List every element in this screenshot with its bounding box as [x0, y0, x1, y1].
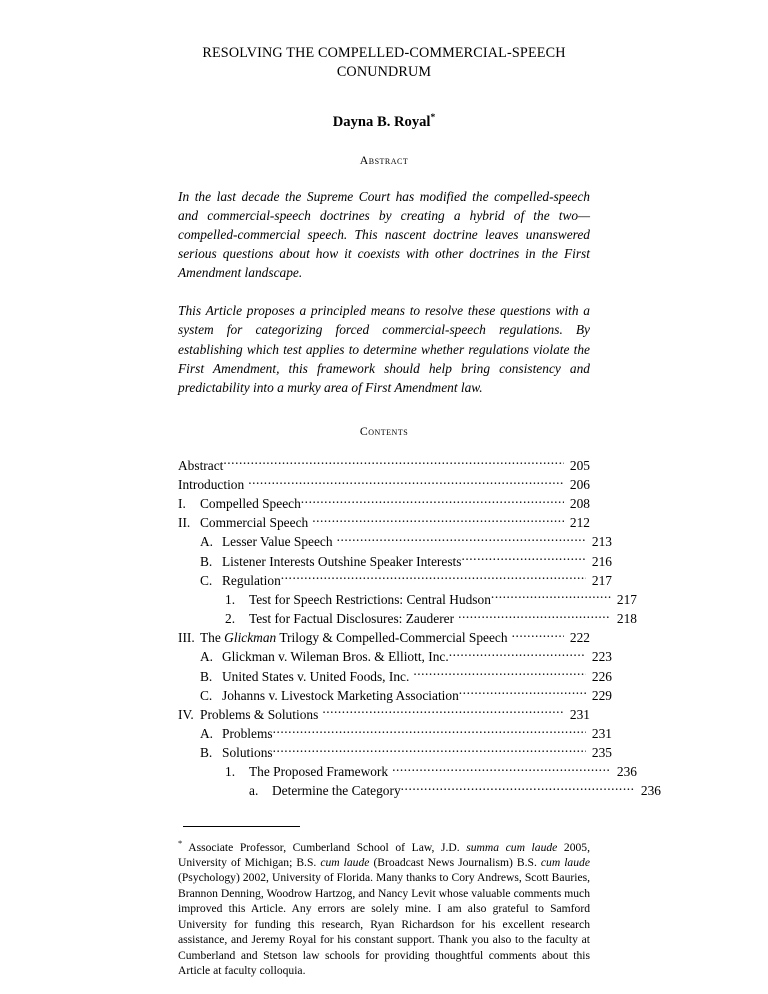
toc-entry-label: The Proposed Framework [249, 764, 389, 780]
toc-entry-page-number: 217 [616, 591, 637, 607]
toc-entry-number: 2. [225, 611, 236, 627]
toc-entry-label: Commercial Speech [200, 515, 309, 531]
toc-entry-label: Determine the Category [272, 783, 401, 799]
toc-entry-label: Test for Factual Disclosures: Zauderer [249, 611, 455, 627]
toc-entry-label: Lesser Value Speech [222, 534, 333, 550]
toc-entry-number: III. [178, 630, 195, 646]
toc-entry-label: United States v. United Foods, Inc. [222, 668, 410, 684]
toc-leader-dots [461, 552, 586, 565]
toc-entry-number: 1. [225, 764, 236, 780]
toc-entry-page-number: 218 [616, 611, 637, 627]
toc-entry-page-number: 217 [591, 572, 612, 588]
toc-entry-label: Regulation [222, 572, 281, 588]
footnote-area [178, 826, 590, 979]
toc-leader-dots [459, 686, 586, 699]
toc-entry[interactable] [178, 513, 590, 532]
toc-entry[interactable] [178, 705, 590, 724]
toc-entry[interactable] [178, 532, 612, 551]
footnote-text-italic-run: cum laude [320, 855, 370, 869]
toc-entry-label: Introduction [178, 476, 245, 492]
contents-heading: Contents [359, 423, 409, 438]
footnote-text-run: Associate Professor, Cumberland School of Law, J.D. [188, 840, 467, 854]
toc-entry[interactable] [178, 494, 590, 513]
toc-leader-dots [248, 476, 564, 489]
footnote-text-italic-run: summa cum laude [466, 840, 558, 854]
table-of-contents [178, 456, 661, 801]
toc-entry-label: Compelled Speech [200, 496, 301, 512]
toc-entry-number: 1. [225, 591, 236, 607]
toc-entry-number: A. [200, 534, 214, 550]
toc-entry-page-number: 231 [591, 725, 612, 741]
toc-entry-label: Solutions [222, 745, 273, 761]
toc-entry-label: Listener Interests Outshine Speaker Interests [222, 553, 462, 569]
toc-entry-page-number: 206 [569, 476, 590, 492]
toc-entry-label: The Glickman Trilogy & Compelled-Commercial Speech [200, 630, 508, 646]
toc-leader-dots [301, 495, 564, 508]
toc-leader-dots [413, 667, 586, 680]
author-footnote-marker: * [430, 113, 436, 123]
toc-entry-page-number: 208 [569, 496, 590, 512]
author-footnote-text [178, 836, 590, 979]
toc-entry-label-italic: Glickman [224, 630, 277, 646]
toc-entry-label: Glickman v. Wileman Bros. & Elliott, Inc. [222, 649, 449, 665]
toc-entry-page-number: 229 [591, 687, 612, 703]
toc-entry[interactable] [178, 743, 612, 762]
footnote-separator-rule [183, 826, 300, 827]
toc-entry-number: II. [178, 515, 191, 531]
toc-entry[interactable] [178, 686, 612, 705]
toc-entry-page-number: 226 [591, 668, 612, 684]
toc-leader-dots [223, 456, 564, 469]
abstract-heading: Abstract [359, 152, 409, 167]
toc-entry-page-number: 205 [569, 457, 590, 473]
footnote-text-run: (Broadcast News Journalism) B.S. [369, 855, 541, 869]
toc-entry-number: C. [200, 572, 213, 588]
toc-entry-number: I. [178, 496, 186, 512]
abstract-paragraph-1: In the last decade the Supreme Court has modified the compelled-speech and commercial-speech doctrines by creating a hybrid of the two—compelled-commercial speech. This nascent doctrine leaves unanswered serious questions about how it coexists with other doctrines in the First Amendment landscape. [178, 188, 590, 281]
author-name: Dayna B. Royal [332, 113, 431, 130]
footnote-text-run: (Psychology) 2002, University of Florida. Many thanks to Cory Andrews, Scott Bauries, Brannon Denning, Woodrow Hartzog, and Nancy Levit whose valuable comments much improved this Article. Any errors are solely mine. I am also grateful to Samford University for funding this research, Ryan Richardson for his excellent research assistance, and Jeremy Royal for his constant support. Thank you also to the faculty at Cumberland and Stetson law schools for providing thoughtful comments about this Article at faculty colloquia. [178, 871, 590, 978]
toc-entry[interactable] [178, 724, 612, 743]
toc-entry-number: a. [249, 783, 259, 799]
toc-entry-page-number: 236 [616, 764, 637, 780]
toc-entry[interactable] [178, 762, 637, 781]
toc-leader-dots [337, 533, 586, 546]
toc-entry-page-number: 223 [591, 649, 612, 665]
toc-entry-label: Problems [222, 725, 273, 741]
toc-entry-number: A. [200, 725, 214, 741]
toc-entry-label: Test for Speech Restrictions: Central Hudson [249, 591, 491, 607]
toc-leader-dots [273, 744, 586, 757]
toc-entry-label: Problems & Solutions [200, 706, 319, 722]
article-title [178, 44, 590, 82]
article-title-line-2: CONUNDRUM [336, 64, 432, 80]
toc-leader-dots [281, 571, 586, 584]
article-title-line-1: RESOLVING THE COMPELLED-COMMERCIAL-SPEECH [202, 45, 566, 61]
footnote-marker: * [178, 837, 183, 848]
toc-entry[interactable] [178, 590, 637, 609]
toc-entry-label: Abstract [178, 457, 224, 473]
toc-entry-number: C. [200, 687, 213, 703]
footnote-text-run: 2005, University of Michigan; B.S. [178, 840, 590, 869]
toc-entry-page-number: 236 [640, 783, 661, 799]
toc-leader-dots [312, 514, 564, 527]
footnote-text-italic-run: cum laude [540, 855, 590, 869]
toc-leader-dots [512, 629, 564, 642]
toc-leader-dots [401, 782, 635, 795]
toc-leader-dots [458, 610, 611, 623]
toc-leader-dots [449, 648, 586, 661]
toc-entry-number: B. [200, 553, 213, 569]
author-byline [178, 109, 590, 131]
toc-entry-number: A. [200, 649, 214, 665]
toc-entry-page-number: 216 [591, 553, 612, 569]
toc-entry-number: B. [200, 745, 213, 761]
toc-entry[interactable] [178, 552, 612, 571]
toc-leader-dots [491, 591, 611, 604]
toc-leader-dots [322, 705, 564, 718]
toc-leader-dots [273, 725, 586, 738]
abstract-paragraph-2: This Article proposes a principled means to resolve these questions with a system for categorizing forced commercial-speech regulations. By establishing which test applies to determine whether regulations violate the First Amendment, this framework should help bring consistency and predictability into a murky area of First Amendment law. [178, 303, 590, 395]
toc-entry[interactable] [178, 609, 637, 628]
toc-entry-number: IV. [178, 706, 194, 722]
toc-entry-page-number: 222 [569, 630, 590, 646]
toc-entry[interactable] [178, 475, 590, 494]
page-content [178, 44, 661, 979]
toc-leader-dots [392, 763, 611, 776]
toc-entry[interactable] [178, 571, 612, 590]
toc-entry[interactable] [178, 667, 612, 686]
toc-entry-page-number: 213 [591, 534, 612, 550]
toc-entry-page-number: 231 [569, 706, 590, 722]
toc-entry[interactable] [178, 628, 590, 647]
toc-entry[interactable] [178, 456, 590, 475]
toc-entry[interactable] [178, 781, 661, 800]
toc-entry-number: B. [200, 668, 213, 684]
toc-entry-label: Johanns v. Livestock Marketing Association [222, 687, 459, 703]
toc-entry[interactable] [178, 647, 612, 666]
toc-entry-page-number: 235 [591, 745, 612, 761]
toc-entry-page-number: 212 [569, 515, 590, 531]
